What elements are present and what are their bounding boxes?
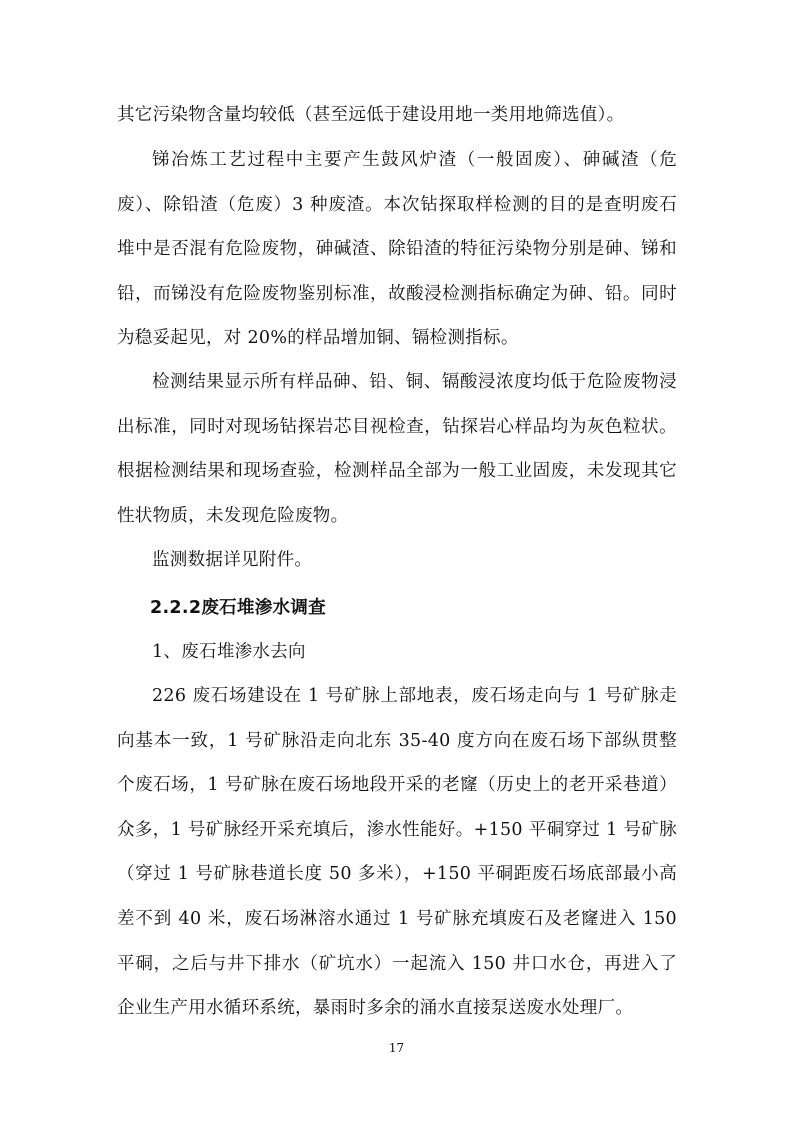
paragraph-smelting-waste: 锑冶炼工艺过程中主要产生鼓风炉渣（一般固废）、砷碱渣（危废）、除铅渣（危废）3 种废渣。本次钻探取样检测的目的是查明废石堆中是否混有危险废物，砷碱渣、除铅渣的特征污染物分别是砷、锑和铅，而锑没有危险废物鉴别标准，故酸浸检测指标确定为砷、铅。同时为稳妥起见，对 20%的样品增加铜、镉检测指标。 [117, 150, 677, 349]
paragraph-pollutant-summary: 其它污染物含量均较低（甚至远低于建设用地一类用地筛选值）。 [117, 105, 625, 125]
subsection-title: 1、废石堆渗水去向 [152, 642, 306, 662]
paragraph-test-results: 检测结果显示所有样品砷、铅、铜、镉酸浸浓度均低于危险废物浸出标准，同时对现场钻探岩芯目视检查，钻探岩心样品均为灰色粒状。根据检测结果和现场查验，检测样品全部为一般工业固废，未发现其它性状物质，未发现危险废物。 [117, 372, 677, 526]
page-number: 17 [388, 1041, 405, 1055]
section-heading: 2.2.2废石堆渗水调查 [150, 598, 326, 618]
paragraph-monitoring-data: 监测数据详见附件。 [152, 550, 313, 570]
paragraph-seepage-direction: 226 废石场建设在 1 号矿脉上部地表，废石场走向与 1 号矿脉走向基本一致，1 号矿脉沿走向北东 35-40 度方向在废石场下部纵贯整个废石场，1 号矿脉在废石场地段开采的老窿（历史上的老开采巷道）众多，1 号矿脉经开采充填后，渗水性能好。+150 平硐穿过 1 号矿脉（穿过 1 号矿脉巷道长度 50 多米），+150 平硐距废石场底部最小高差不到 40 米，废石场淋溶水通过 1 号矿脉充填废石及老窿进入 150 平硐，之后与井下排水（矿坑水）一起流入 150 井口水仓，再进入了企业生产用水循环系统，暴雨时多余的涌水直接泵送废水处理厂。 [117, 686, 677, 1019]
